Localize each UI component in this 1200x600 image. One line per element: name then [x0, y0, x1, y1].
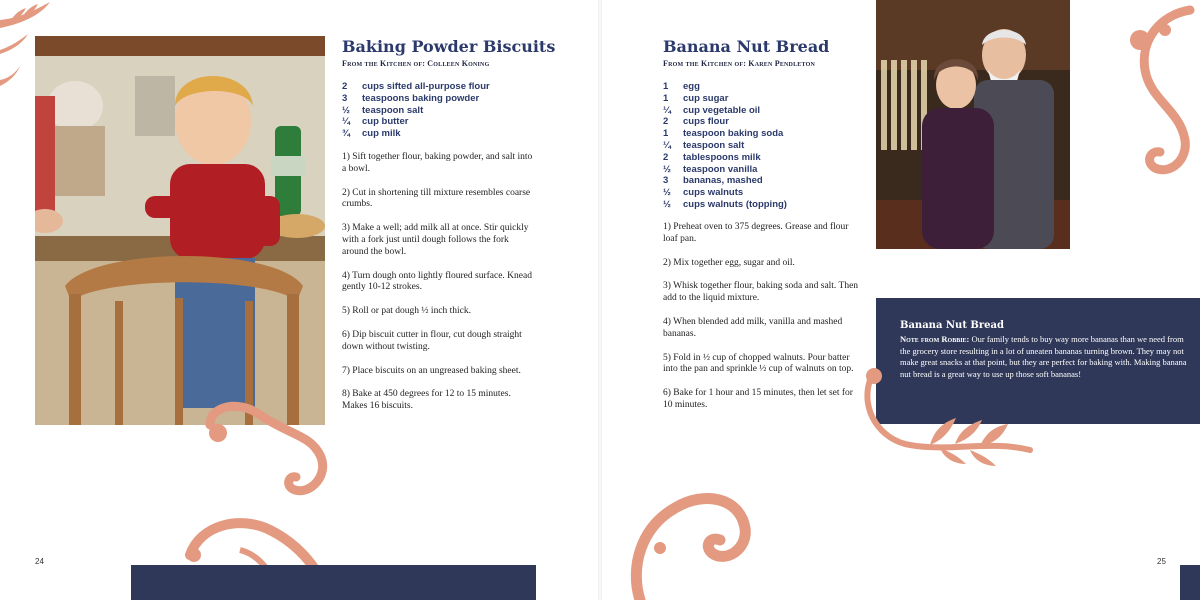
- swirl-ornament-top-right: [1110, 0, 1200, 180]
- ingredient-row: [663, 152, 863, 164]
- ingredient-qty: ½: [663, 187, 671, 199]
- instruction-step: 1) Sift together flour, baking powder, and salt into a bowl.: [342, 152, 533, 174]
- ingredient-item: cup vegetable oil: [683, 104, 761, 116]
- page-number: 24: [35, 557, 44, 566]
- ingredient-item: cups flour: [683, 116, 729, 128]
- instruction-list: [663, 222, 861, 424]
- ingredient-qty: ¾: [342, 128, 350, 140]
- footer-bar: [131, 565, 536, 600]
- instruction-step: 6) Dip biscuit cutter in flour, cut dough straight down without twisting.: [342, 329, 522, 352]
- ingredient-item: cups walnuts (topping): [683, 198, 787, 210]
- ingredient-qty: 2: [663, 151, 669, 163]
- ingredient-row: [663, 175, 863, 187]
- instruction-step: 7) Place biscuits on an ungreased baking sheet.: [342, 365, 521, 376]
- instruction-step: 1) Preheat oven to 375 degrees. Grease and flour loaf pan.: [663, 222, 849, 244]
- ingredient-qty: 1: [663, 81, 669, 92]
- ingredient-item: teaspoon baking soda: [683, 128, 784, 140]
- instruction-step: 3) Whisk together flour, baking soda and salt. Then add to the liquid mixture.: [663, 281, 859, 304]
- ingredient-row: [663, 128, 863, 140]
- ingredient-list: [342, 81, 572, 140]
- instruction-step: 2) Cut in shortening till mixture resembles coarse crumbs.: [342, 187, 531, 210]
- instruction-step: 8) Bake at 450 degrees for 12 to 15 minutes. Makes 16 biscuits.: [342, 389, 511, 412]
- ingredient-item: tablespoons milk: [683, 151, 761, 163]
- instruction-step: 4) Turn dough onto lightly floured surface. Knead gently 10-12 strokes.: [342, 270, 532, 293]
- ingredient-item: teaspoon salt: [362, 104, 424, 116]
- note-label: Note from Robbie:: [900, 334, 970, 344]
- ingredient-row: [663, 140, 863, 152]
- ingredient-qty: ½: [663, 198, 671, 210]
- ingredient-item: cups walnuts: [683, 187, 744, 199]
- child-photo: [35, 36, 325, 425]
- ingredient-row: [342, 105, 572, 117]
- ingredient-row: [342, 81, 572, 93]
- ingredient-item: bananas, mashed: [683, 175, 763, 187]
- ingredient-row: [663, 187, 863, 199]
- ingredient-qty: 2: [342, 81, 348, 92]
- ingredient-qty: 3: [663, 175, 669, 187]
- ingredient-qty: ½: [342, 104, 350, 116]
- ingredient-qty: ½: [663, 163, 671, 175]
- ingredient-row: [342, 116, 572, 128]
- instruction-step: 3) Make a well; add milk all at once. Stir quickly with a fork just until dough follows the fork around the bowl.: [342, 223, 529, 257]
- recipe-title: Baking Powder Biscuits: [342, 37, 556, 56]
- ingredient-row: [342, 128, 572, 140]
- ingredient-item: teaspoon vanilla: [683, 163, 758, 175]
- instruction-step: 2) Mix together egg, sugar and oil.: [663, 257, 795, 268]
- swirl-ornament: [200, 395, 340, 505]
- ingredient-qty: ¼: [663, 139, 671, 151]
- note-title: Banana Nut Bread: [900, 320, 1004, 331]
- ingredient-item: cup butter: [362, 116, 409, 128]
- couple-photo: [876, 0, 1070, 249]
- ingredient-row: [663, 93, 863, 105]
- instruction-step: 4) When blended add milk, vanilla and mashed bananas.: [663, 316, 843, 339]
- ingredient-list: [663, 81, 863, 211]
- ingredient-row: [663, 81, 863, 93]
- ingredient-row: [663, 199, 863, 211]
- note-text: Our family tends to buy way more bananas than we need from the grocery store resulting in a lot of uneaten bananas turning brown. They may not make great snacks at that point, but they are perfect for baking with. Making banana nut bread is a great way to use up those soft bananas!: [900, 334, 1187, 380]
- ingredient-qty: 1: [663, 92, 669, 104]
- ingredient-item: teaspoons baking powder: [362, 92, 480, 104]
- ingredient-item: teaspoon salt: [683, 139, 745, 151]
- ingredient-row: [663, 116, 863, 128]
- ingredient-row: [663, 105, 863, 117]
- ingredient-item: egg: [683, 81, 700, 92]
- ingredient-qty: 1: [663, 128, 669, 140]
- instruction-step: 5) Fold in ½ cup of chopped walnuts. Pour batter into the pan and sprinkle ½ cup of walnuts on top.: [663, 352, 854, 375]
- footer-bar: [1180, 565, 1200, 600]
- instruction-list: [342, 152, 537, 425]
- page-number: 25: [1157, 557, 1166, 566]
- instruction-step: 6) Bake for 1 hour and 15 minutes, then let set for 10 minutes.: [663, 388, 853, 410]
- ingredient-item: cups sifted all-purpose flour: [362, 81, 490, 92]
- ingredient-item: cup sugar: [683, 92, 729, 104]
- ingredient-item: cup milk: [362, 128, 401, 140]
- ingredient-qty: 2: [663, 116, 669, 128]
- swirl-ornament-bottom-right: [620, 478, 760, 600]
- ingredient-qty: ¼: [342, 116, 350, 128]
- recipe-title: Banana Nut Bread: [663, 37, 830, 56]
- ingredient-qty: ¼: [663, 104, 671, 116]
- leaf-ornament: [860, 360, 1040, 470]
- recipe-byline: From the Kitchen of: Karen Pendleton: [663, 59, 815, 68]
- ingredient-qty: 3: [342, 92, 348, 104]
- ingredient-row: [663, 164, 863, 176]
- recipe-byline: From the Kitchen of: Colleen Koning: [342, 59, 490, 68]
- ingredient-row: [342, 93, 572, 105]
- instruction-step: 5) Roll or pat dough ½ inch thick.: [342, 306, 472, 317]
